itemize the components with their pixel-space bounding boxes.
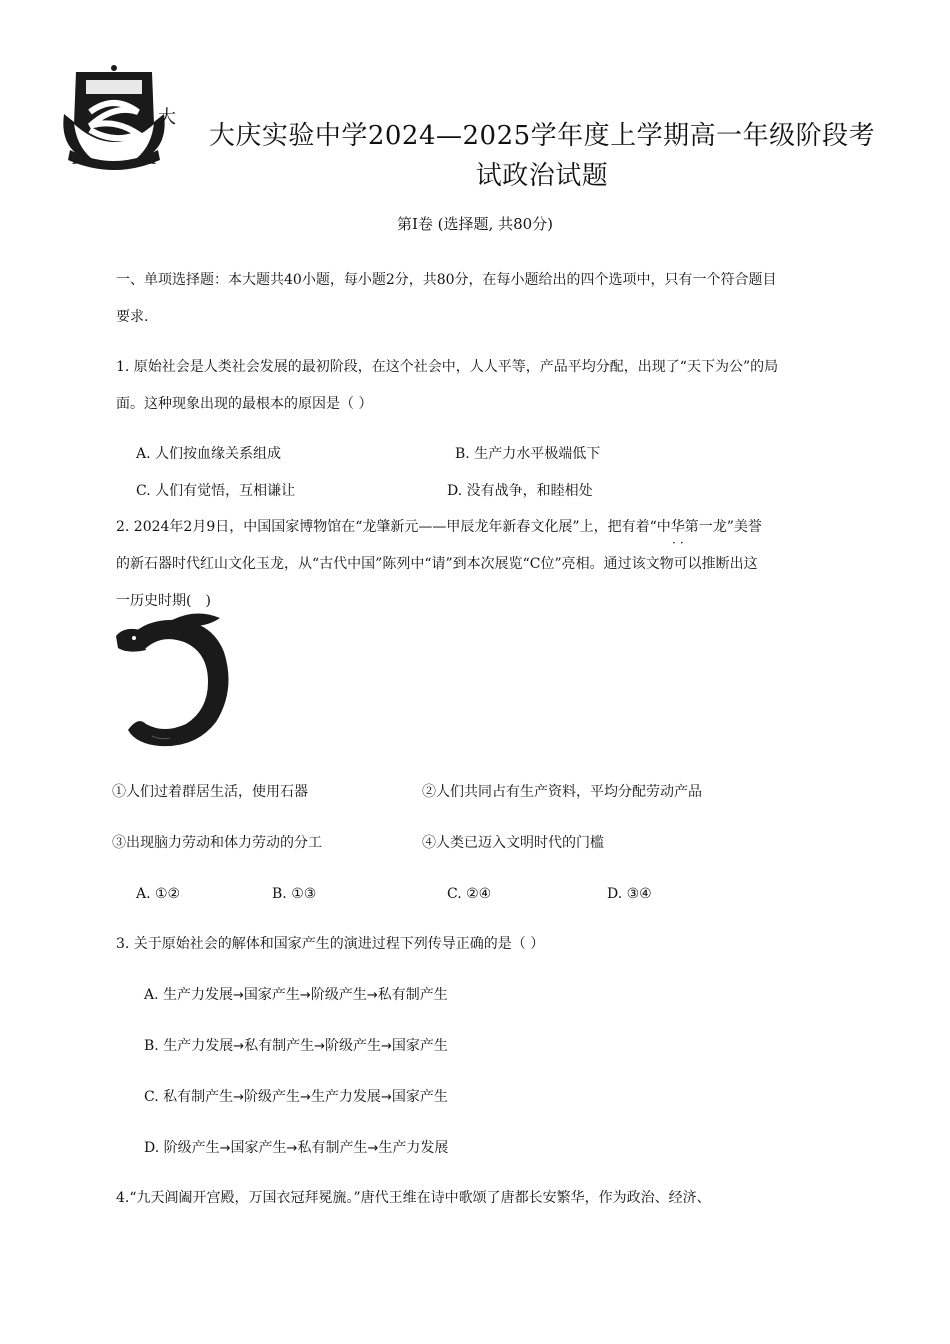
page-title	[182, 116, 902, 196]
step: 国家产生	[230, 1140, 287, 1156]
q2-statement-4: ④人类已迈入文明时代的门槛	[422, 835, 604, 851]
q1-stem-line-1: 1. 原始社会是人类社会发展的最初阶段，在这个社会中，人人平等，产品平均分配，出现了“天下为公”的局	[116, 359, 779, 375]
emphasis-dots: ··	[672, 536, 688, 550]
arrow-icon: →	[233, 988, 244, 1003]
arrow-icon: →	[366, 988, 378, 1003]
q1-option-d: D. 没有战争，和睦相处	[447, 483, 593, 499]
step: 阶级产生	[163, 1140, 220, 1156]
step: 生产力发展	[310, 1089, 381, 1105]
step: 私有制产生	[377, 987, 448, 1003]
q1-stem-line-2: 面。这种现象出现的最根本的原因是（ ）	[116, 396, 373, 412]
title-line-2: 试政治试题	[475, 161, 609, 191]
q2-statement-2: ②人们共同占有生产资料，平均分配劳动产品	[422, 784, 702, 800]
step: 国家产生	[391, 1089, 448, 1105]
step: 生产力发展	[378, 1140, 449, 1156]
arrow-icon: →	[219, 1141, 231, 1156]
step: 国家产生	[243, 987, 300, 1003]
section-heading: 第Ⅰ卷 (选择题, 共80分)	[396, 215, 554, 233]
q1-option-c: C. 人们有觉悟，互相谦让	[136, 483, 296, 499]
step: 生产力发展	[163, 987, 234, 1003]
arrow-icon: →	[299, 988, 311, 1003]
step: 私有制产生	[163, 1089, 234, 1105]
instructions-line-2: 要求.	[116, 309, 149, 325]
option-letter: D.	[144, 1140, 160, 1156]
step: 阶级产生	[310, 987, 367, 1003]
arrow-icon: →	[286, 1141, 298, 1156]
q3-option-d	[144, 1130, 448, 1167]
option-letter: A.	[144, 987, 159, 1003]
q2-stem-line-2: 的新石器时代红山文化玉龙，从“古代中国”陈列中“请”到本次展览“C位”亮相。通过该文物可以推断出这	[116, 556, 758, 572]
q2-statement-3: ③出现脑力劳动和体力劳动的分工	[112, 835, 322, 851]
arrow-icon: →	[233, 1039, 245, 1054]
q1-option-a: A. 人们按血缘关系组成	[136, 446, 282, 462]
q4-stem-line-1: 4.“九天阊阖开宫殿，万国衣冠拜冕旒。”唐代王维在诗中歌颂了唐都长安繁华，作为政治、经济、	[116, 1190, 711, 1206]
instructions-line-1: 一、单项选择题：本大题共40小题，每小题2分，共80分，在每小题给出的四个选项中，只有一个符合题目	[116, 272, 777, 288]
arrow-icon: →	[233, 1090, 245, 1105]
q2-stem-line-3: 一历史时期( )	[116, 593, 211, 609]
arrow-icon: →	[381, 1039, 392, 1054]
q2-option-d: D. ③④	[607, 886, 652, 902]
q2-option-c: C. ②④	[447, 886, 492, 902]
arrow-icon: →	[367, 1141, 379, 1156]
step: 国家产生	[391, 1038, 448, 1054]
option-letter: C.	[144, 1089, 159, 1105]
school-logo	[56, 64, 172, 172]
logo-fragment: 大	[158, 107, 176, 128]
step: 私有制产生	[244, 1038, 315, 1054]
step: 生产力发展	[163, 1038, 234, 1054]
q3-option-a	[144, 977, 448, 1014]
q3-option-b	[144, 1028, 448, 1065]
arrow-icon: →	[380, 1090, 392, 1105]
q1-option-b: B. 生产力水平极端低下	[455, 446, 601, 462]
arrow-icon: →	[314, 1039, 326, 1054]
jade-dragon-image	[112, 612, 232, 750]
q3-stem: 3. 关于原始社会的解体和国家产生的演进过程下列传导正确的是（ ）	[116, 936, 545, 952]
step: 私有制产生	[297, 1140, 368, 1156]
q2-option-a: A. ①②	[136, 886, 181, 902]
step: 阶级产生	[325, 1038, 382, 1054]
title-line-1: 大庆实验中学2024—2025学年度上学期高一年级阶段考	[208, 121, 876, 151]
q2-option-b: B. ①③	[272, 886, 317, 902]
arrow-icon: →	[300, 1090, 311, 1105]
option-letter: B.	[144, 1038, 159, 1054]
q2-statement-1: ①人们过着群居生活，使用石器	[112, 784, 308, 800]
step: 阶级产生	[244, 1089, 301, 1105]
q2-stem-line-1: 2. 2024年2月9日，中国国家博物馆在“龙肇新元——甲辰龙年新春文化展”上，把有着“中华第一龙”美誉	[116, 519, 762, 535]
q3-option-c	[144, 1079, 448, 1116]
